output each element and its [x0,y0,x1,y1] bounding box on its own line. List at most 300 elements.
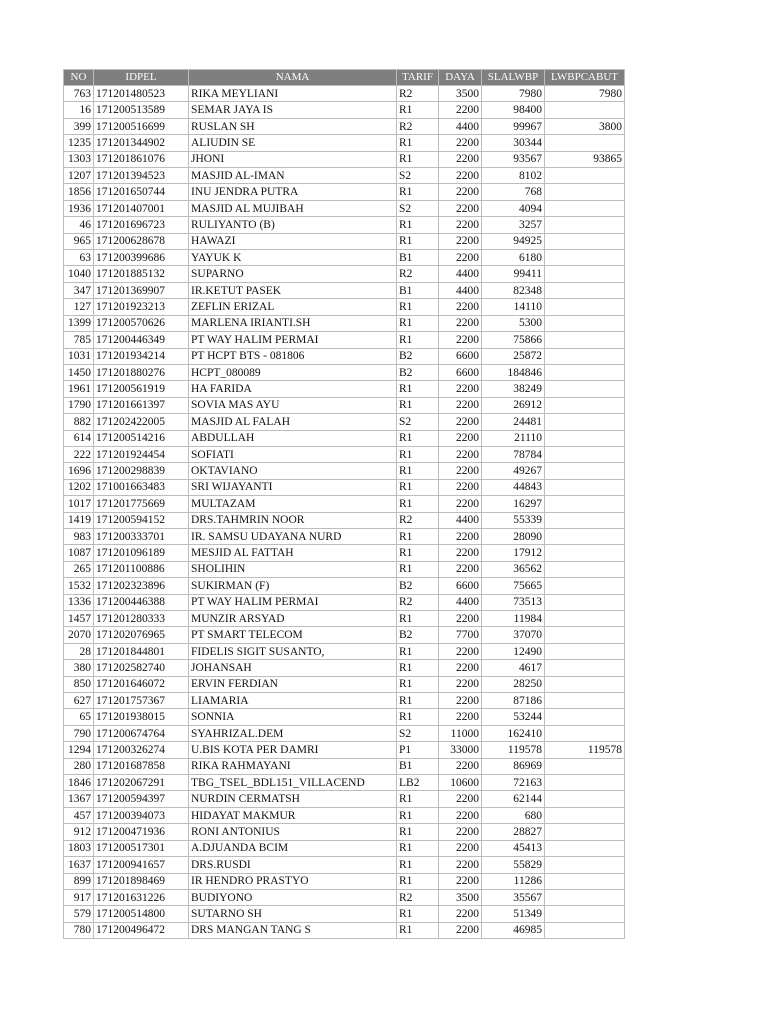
cell-no: 1303 [64,151,94,167]
cell-daya: 2200 [439,479,482,495]
cell-idpel: 171200514800 [94,906,189,922]
cell-nama: PT SMART TELECOM [189,627,397,643]
table-row [64,528,625,544]
cell-lwbpcabut [545,840,625,856]
cell-tarif: R1 [397,528,439,544]
cell-idpel: 171200394073 [94,807,189,823]
table-row [64,151,625,167]
cell-lwbpcabut [545,561,625,577]
cell-nama: RULIYANTO (B) [189,217,397,233]
cell-nama: PT WAY HALIM PERMAI [189,332,397,348]
table-row [64,217,625,233]
cell-daya: 2200 [439,922,482,938]
cell-slalwbp: 24481 [482,414,545,430]
cell-no: 1846 [64,775,94,791]
cell-idpel: 171201369907 [94,282,189,298]
cell-idpel: 171200516699 [94,118,189,134]
cell-slalwbp: 99411 [482,266,545,282]
cell-idpel: 171201861076 [94,151,189,167]
cell-tarif: R1 [397,381,439,397]
cell-daya: 2200 [439,446,482,462]
table-row [64,135,625,151]
cell-idpel: 171201687858 [94,758,189,774]
cell-daya: 4400 [439,118,482,134]
cell-daya: 2200 [439,299,482,315]
cell-tarif: R1 [397,217,439,233]
cell-lwbpcabut [545,299,625,315]
cell-idpel: 171001663483 [94,479,189,495]
cell-idpel: 171202422005 [94,414,189,430]
cell-no: 912 [64,824,94,840]
cell-no: 457 [64,807,94,823]
cell-slalwbp: 6180 [482,250,545,266]
cell-slalwbp: 4617 [482,660,545,676]
cell-nama: BUDIYONO [189,889,397,905]
cell-daya: 2200 [439,463,482,479]
cell-no: 399 [64,118,94,134]
cell-slalwbp: 184846 [482,364,545,380]
cell-tarif: B1 [397,250,439,266]
cell-slalwbp: 53244 [482,709,545,725]
table-row [64,807,625,823]
cell-no: 917 [64,889,94,905]
cell-tarif: B1 [397,282,439,298]
cell-no: 1017 [64,496,94,512]
cell-no: 222 [64,446,94,462]
cell-slalwbp: 12490 [482,643,545,659]
table-row [64,725,625,741]
table-row [64,824,625,840]
table-row [64,742,625,758]
table-row [64,266,625,282]
cell-no: 1031 [64,348,94,364]
cell-lwbpcabut [545,758,625,774]
table-row [64,250,625,266]
cell-lwbpcabut [545,807,625,823]
table-row [64,791,625,807]
cell-tarif: B2 [397,348,439,364]
cell-nama: INU JENDRA PUTRA [189,184,397,200]
cell-no: 1450 [64,364,94,380]
table-row [64,643,625,659]
table-row [64,381,625,397]
cell-tarif: R1 [397,561,439,577]
cell-nama: SUKIRMAN (F) [189,578,397,594]
cell-slalwbp: 49267 [482,463,545,479]
cell-slalwbp: 45413 [482,840,545,856]
table-row [64,775,625,791]
table-row [64,86,625,102]
cell-no: 1399 [64,315,94,331]
cell-slalwbp: 28090 [482,528,545,544]
cell-idpel: 171201096189 [94,545,189,561]
table-row [64,676,625,692]
cell-daya: 2200 [439,250,482,266]
cell-no: 850 [64,676,94,692]
cell-idpel: 171202067291 [94,775,189,791]
cell-idpel: 171200941657 [94,857,189,873]
table-row [64,463,625,479]
cell-lwbpcabut: 93865 [545,151,625,167]
cell-tarif: R1 [397,840,439,856]
cell-lwbpcabut [545,184,625,200]
cell-no: 899 [64,873,94,889]
cell-idpel: 171200446349 [94,332,189,348]
cell-idpel: 171201696723 [94,217,189,233]
cell-idpel: 171201280333 [94,611,189,627]
table-row [64,282,625,298]
cell-nama: MARLENA IRIANTI.SH [189,315,397,331]
cell-slalwbp: 28827 [482,824,545,840]
cell-daya: 2200 [439,217,482,233]
cell-nama: IR. SAMSU UDAYANA NURD [189,528,397,544]
table-row [64,364,625,380]
cell-lwbpcabut [545,906,625,922]
cell-nama: DRS.TAHMRIN NOOR [189,512,397,528]
cell-slalwbp: 162410 [482,725,545,741]
cell-no: 1087 [64,545,94,561]
cell-no: 1457 [64,611,94,627]
table-row [64,512,625,528]
cell-nama: MESJID AL FATTAH [189,545,397,561]
cell-daya: 2200 [439,758,482,774]
cell-lwbpcabut [545,217,625,233]
cell-no: 280 [64,758,94,774]
cell-idpel: 171201344902 [94,135,189,151]
table-row [64,332,625,348]
cell-daya: 2200 [439,561,482,577]
cell-lwbpcabut [545,332,625,348]
cell-nama: DRS MANGAN TANG S [189,922,397,938]
cell-daya: 2200 [439,643,482,659]
cell-nama: RIKA RAHMAYANI [189,758,397,774]
cell-daya: 2200 [439,397,482,413]
cell-daya: 2200 [439,660,482,676]
cell-lwbpcabut [545,250,625,266]
cell-tarif: R2 [397,594,439,610]
cell-slalwbp: 62144 [482,791,545,807]
cell-nama: PT WAY HALIM PERMAI [189,594,397,610]
cell-no: 785 [64,332,94,348]
cell-tarif: R1 [397,332,439,348]
cell-no: 1637 [64,857,94,873]
cell-daya: 2200 [439,807,482,823]
cell-daya: 2200 [439,791,482,807]
cell-slalwbp: 5300 [482,315,545,331]
table-row [64,200,625,216]
cell-tarif: R1 [397,479,439,495]
cell-slalwbp: 11984 [482,611,545,627]
cell-daya: 4400 [439,266,482,282]
cell-daya: 2200 [439,496,482,512]
cell-tarif: B2 [397,578,439,594]
cell-idpel: 171200674764 [94,725,189,741]
cell-tarif: R1 [397,709,439,725]
cell-tarif: R2 [397,86,439,102]
cell-nama: HA FARIDA [189,381,397,397]
cell-no: 347 [64,282,94,298]
cell-lwbpcabut [545,446,625,462]
cell-slalwbp: 3257 [482,217,545,233]
table-row [64,857,625,873]
cell-daya: 2200 [439,857,482,873]
cell-no: 1294 [64,742,94,758]
table-row [64,479,625,495]
cell-slalwbp: 30344 [482,135,545,151]
cell-daya: 2200 [439,709,482,725]
cell-slalwbp: 75866 [482,332,545,348]
cell-tarif: S2 [397,200,439,216]
cell-daya: 3500 [439,889,482,905]
cell-lwbpcabut [545,725,625,741]
cell-nama: ALIUDIN SE [189,135,397,151]
cell-daya: 2200 [439,906,482,922]
cell-tarif: R1 [397,545,439,561]
cell-daya: 4400 [439,594,482,610]
cell-no: 627 [64,693,94,709]
cell-lwbpcabut [545,857,625,873]
cell-daya: 2200 [439,873,482,889]
cell-slalwbp: 26912 [482,397,545,413]
cell-no: 882 [64,414,94,430]
cell-no: 579 [64,906,94,922]
cell-daya: 3500 [439,86,482,102]
table-row [64,315,625,331]
cell-nama: MASJID AL FALAH [189,414,397,430]
cell-slalwbp: 87186 [482,693,545,709]
cell-daya: 2200 [439,430,482,446]
cell-nama: SRI WIJAYANTI [189,479,397,495]
cell-idpel: 171200399686 [94,250,189,266]
cell-lwbpcabut [545,430,625,446]
cell-idpel: 171201407001 [94,200,189,216]
cell-daya: 2200 [439,184,482,200]
cell-lwbpcabut: 7980 [545,86,625,102]
cell-daya: 2200 [439,315,482,331]
cell-lwbpcabut [545,775,625,791]
cell-tarif: R1 [397,496,439,512]
cell-idpel: 171201646072 [94,676,189,692]
cell-nama: MASJID AL-IMAN [189,168,397,184]
cell-nama: IR HENDRO PRASTYO [189,873,397,889]
cell-no: 1207 [64,168,94,184]
cell-daya: 10600 [439,775,482,791]
cell-nama: RIKA MEYLIANI [189,86,397,102]
cell-tarif: R1 [397,660,439,676]
cell-idpel: 171201394523 [94,168,189,184]
cell-idpel: 171201100886 [94,561,189,577]
cell-slalwbp: 75665 [482,578,545,594]
cell-nama: JOHANSAH [189,660,397,676]
cell-no: 1419 [64,512,94,528]
cell-daya: 33000 [439,742,482,758]
cell-slalwbp: 8102 [482,168,545,184]
cell-idpel: 171201885132 [94,266,189,282]
cell-idpel: 171202582740 [94,660,189,676]
cell-lwbpcabut [545,381,625,397]
cell-idpel: 171200513589 [94,102,189,118]
cell-slalwbp: 55829 [482,857,545,873]
cell-tarif: R1 [397,807,439,823]
cell-tarif: R1 [397,430,439,446]
table-row [64,758,625,774]
cell-daya: 2200 [439,135,482,151]
cell-lwbpcabut [545,889,625,905]
cell-tarif: R1 [397,184,439,200]
cell-tarif: S2 [397,414,439,430]
cell-slalwbp: 86969 [482,758,545,774]
cell-no: 1235 [64,135,94,151]
cell-idpel: 171200471936 [94,824,189,840]
cell-slalwbp: 25872 [482,348,545,364]
cell-idpel: 171200446388 [94,594,189,610]
cell-daya: 4400 [439,512,482,528]
cell-daya: 6600 [439,578,482,594]
cell-idpel: 171202323896 [94,578,189,594]
cell-nama: DRS.RUSDI [189,857,397,873]
cell-idpel: 171200570626 [94,315,189,331]
cell-lwbpcabut [545,594,625,610]
table-row [64,299,625,315]
cell-nama: RONI ANTONIUS [189,824,397,840]
cell-tarif: R1 [397,397,439,413]
table-row [64,627,625,643]
cell-tarif: R1 [397,102,439,118]
cell-daya: 2200 [439,545,482,561]
cell-lwbpcabut: 119578 [545,742,625,758]
cell-slalwbp: 72163 [482,775,545,791]
cell-no: 1367 [64,791,94,807]
table-row [64,102,625,118]
cell-tarif: R2 [397,512,439,528]
cell-idpel: 171201934214 [94,348,189,364]
cell-nama: LIAMARIA [189,693,397,709]
cell-daya: 2200 [439,840,482,856]
cell-daya: 2200 [439,414,482,430]
cell-lwbpcabut [545,643,625,659]
cell-no: 127 [64,299,94,315]
cell-idpel: 171201844801 [94,643,189,659]
cell-slalwbp: 82348 [482,282,545,298]
cell-slalwbp: 78784 [482,446,545,462]
cell-daya: 2200 [439,528,482,544]
cell-tarif: R1 [397,791,439,807]
cell-slalwbp: 16297 [482,496,545,512]
cell-no: 1803 [64,840,94,856]
table-row [64,233,625,249]
cell-slalwbp: 36562 [482,561,545,577]
cell-idpel: 171201650744 [94,184,189,200]
table-row [64,709,625,725]
header-tarif: TARIF [397,70,439,86]
cell-tarif: R1 [397,135,439,151]
cell-no: 63 [64,250,94,266]
cell-slalwbp: 46985 [482,922,545,938]
cell-lwbpcabut [545,200,625,216]
cell-no: 1532 [64,578,94,594]
cell-lwbpcabut [545,135,625,151]
cell-slalwbp: 768 [482,184,545,200]
cell-lwbpcabut [545,693,625,709]
header-lwbpcabut: LWBPCABUT [545,70,625,86]
cell-daya: 2200 [439,676,482,692]
cell-nama: SUPARNO [189,266,397,282]
cell-nama: MULTAZAM [189,496,397,512]
cell-lwbpcabut [545,233,625,249]
customer-data-table [63,69,625,939]
table-row [64,184,625,200]
cell-lwbpcabut [545,348,625,364]
cell-daya: 2200 [439,168,482,184]
cell-daya: 2200 [439,151,482,167]
cell-idpel: 171201631226 [94,889,189,905]
cell-lwbpcabut: 3800 [545,118,625,134]
cell-nama: SEMAR JAYA IS [189,102,397,118]
cell-lwbpcabut [545,578,625,594]
cell-slalwbp: 17912 [482,545,545,561]
table-row [64,118,625,134]
table-row [64,660,625,676]
table-row [64,594,625,610]
cell-nama: OKTAVIANO [189,463,397,479]
cell-slalwbp: 21110 [482,430,545,446]
cell-slalwbp: 4094 [482,200,545,216]
cell-lwbpcabut [545,496,625,512]
cell-nama: ABDULLAH [189,430,397,446]
cell-idpel: 171202076965 [94,627,189,643]
cell-tarif: R1 [397,233,439,249]
table-row [64,578,625,594]
cell-nama: MUNZIR ARSYAD [189,611,397,627]
cell-no: 1040 [64,266,94,282]
cell-slalwbp: 28250 [482,676,545,692]
cell-daya: 2200 [439,381,482,397]
cell-lwbpcabut [545,479,625,495]
cell-tarif: R1 [397,857,439,873]
cell-idpel: 171200514216 [94,430,189,446]
cell-tarif: R1 [397,693,439,709]
cell-tarif: B2 [397,627,439,643]
cell-tarif: R1 [397,906,439,922]
cell-lwbpcabut [545,627,625,643]
header-no: NO [64,70,94,86]
cell-idpel: 171201661397 [94,397,189,413]
cell-daya: 6600 [439,364,482,380]
cell-lwbpcabut [545,545,625,561]
cell-daya: 2200 [439,824,482,840]
cell-nama: HCPT_080089 [189,364,397,380]
cell-daya: 2200 [439,200,482,216]
cell-slalwbp: 11286 [482,873,545,889]
cell-nama: ZEFLIN ERIZAL [189,299,397,315]
cell-idpel: 171200561919 [94,381,189,397]
cell-slalwbp: 119578 [482,742,545,758]
cell-tarif: P1 [397,742,439,758]
table-row [64,348,625,364]
cell-nama: IR.KETUT PASEK [189,282,397,298]
cell-slalwbp: 55339 [482,512,545,528]
cell-slalwbp: 73513 [482,594,545,610]
cell-tarif: R1 [397,643,439,659]
cell-slalwbp: 7980 [482,86,545,102]
cell-lwbpcabut [545,463,625,479]
cell-no: 2070 [64,627,94,643]
cell-slalwbp: 44843 [482,479,545,495]
table-row [64,906,625,922]
cell-tarif: R2 [397,889,439,905]
cell-slalwbp: 38249 [482,381,545,397]
cell-lwbpcabut [545,709,625,725]
